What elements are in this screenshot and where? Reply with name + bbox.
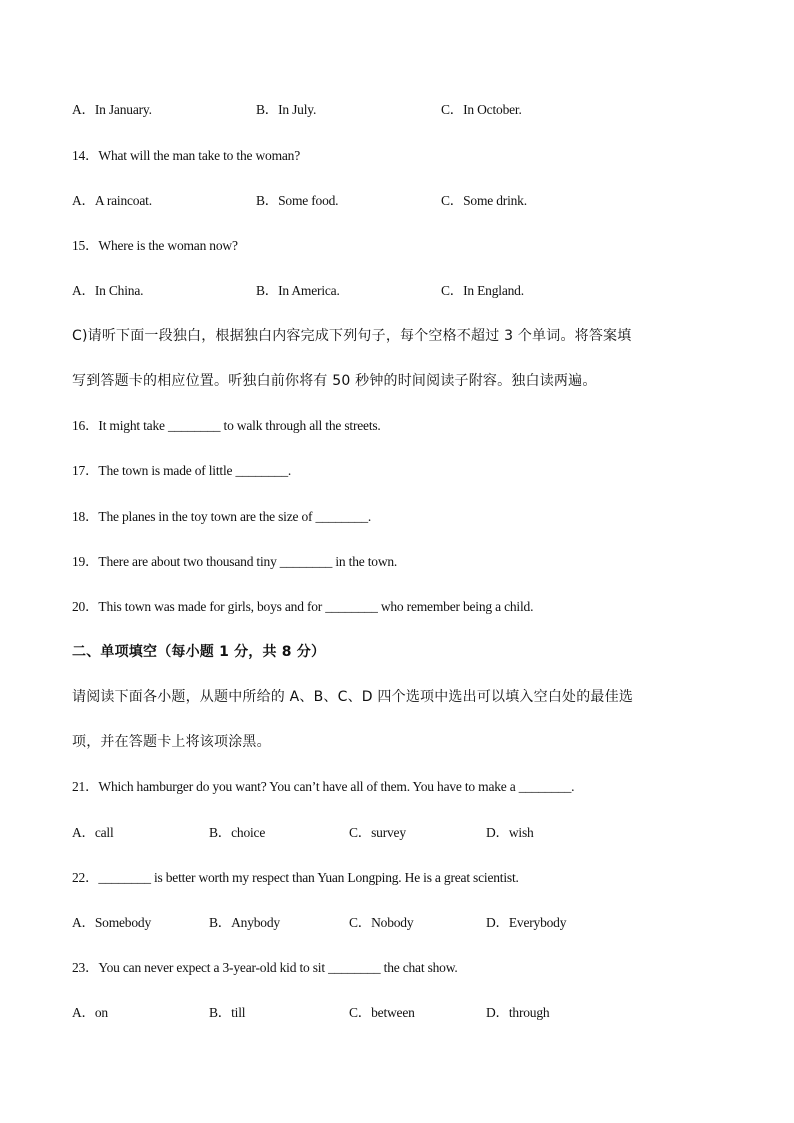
section-2-instructions-line2: 项，并在答题卡上将该项涂黑。 xyxy=(72,734,271,750)
q21-option-b: B．choice xyxy=(209,825,266,840)
q16-sentence: 16．It might take ________ to walk through all the streets. xyxy=(72,418,381,433)
q23-option-b: B．till xyxy=(209,1005,246,1020)
q18-sentence: 18．The planes in the toy town are the size of ________. xyxy=(72,509,372,524)
q23-option-d: D．through xyxy=(486,1005,550,1020)
section-c-instructions-line2: 写到答题卡的相应位置。听独白前你将有 50 秒钟的时间阅读子附容。独白读两遍。 xyxy=(72,373,597,389)
q22-option-c: C．Nobody xyxy=(349,915,414,930)
q23-option-a: A．on xyxy=(72,1005,108,1020)
q13-option-c: C．In October. xyxy=(441,102,522,117)
q14-option-b: B．Some food. xyxy=(256,193,339,208)
q17-sentence: 17．The town is made of little ________. xyxy=(72,463,292,478)
q13-option-b: B．In July. xyxy=(256,102,317,117)
q21-option-c: C．survey xyxy=(349,825,406,840)
q21-question: 21．Which hamburger do you want? You can’t have all of them. You have to make a ________. xyxy=(72,779,575,794)
q15-question: 15．Where is the woman now? xyxy=(72,238,238,253)
q15-option-a: A．In China. xyxy=(72,283,144,298)
q19-sentence: 19．There are about two thousand tiny ________ in the town. xyxy=(72,554,398,569)
q22-option-b: B．Anybody xyxy=(209,915,280,930)
section-2-instructions-line1: 请阅读下面各小题，从题中所给的 A、B、C、D 四个选项中选出可以填入空白处的最佳选 xyxy=(72,689,634,705)
q14-option-a: A．A raincoat. xyxy=(72,193,152,208)
q22-question: 22．________ is better worth my respect than Yuan Longping. He is a great scientist. xyxy=(72,870,519,885)
q14-question: 14．What will the man take to the woman? xyxy=(72,148,301,163)
q21-option-d: D．wish xyxy=(486,825,534,840)
q23-question: 23．You can never expect a 3-year-old kid to sit ________ the chat show. xyxy=(72,960,458,975)
q15-option-c: C．In England. xyxy=(441,283,524,298)
q15-option-b: B．In America. xyxy=(256,283,340,298)
q22-option-a: A．Somebody xyxy=(72,915,151,930)
q14-option-c: C．Some drink. xyxy=(441,193,527,208)
q22-option-d: D．Everybody xyxy=(486,915,567,930)
q21-option-a: A．call xyxy=(72,825,114,840)
section-2-heading: 二、单项填空（每小题 1 分，共 8 分） xyxy=(72,644,326,660)
q13-option-a: A．In January. xyxy=(72,102,152,117)
section-c-instructions-line1: C)请听下面一段独白，根据独白内容完成下列句子，每个空格不超过 3 个单词。将答案填 xyxy=(72,328,632,344)
q20-sentence: 20．This town was made for girls, boys and for ________ who remember being a child. xyxy=(72,599,534,614)
q23-option-c: C．between xyxy=(349,1005,415,1020)
